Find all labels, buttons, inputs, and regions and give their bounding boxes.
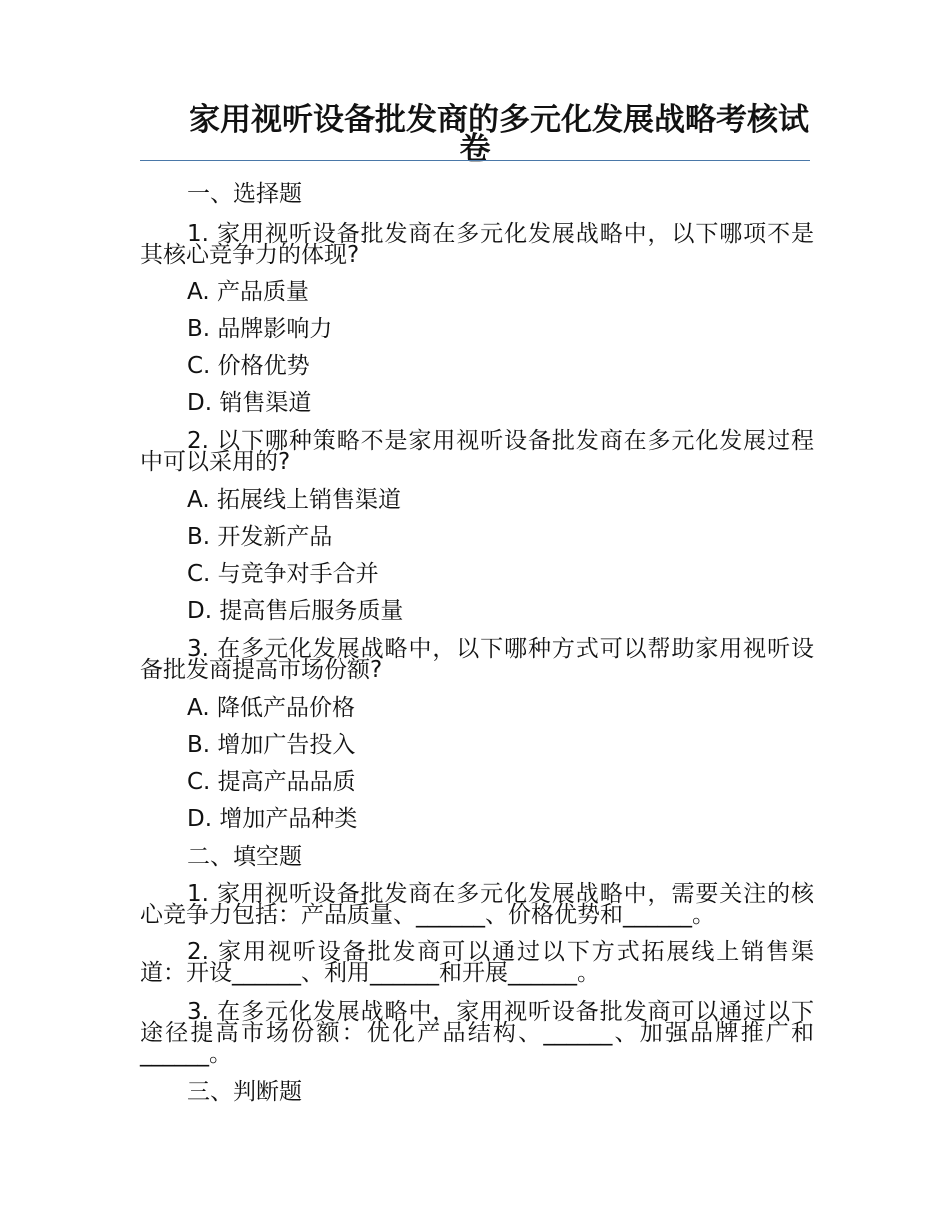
- fill-question-3: 3. 在多元化发展战略中，家用视听设备批发商可以通过以下途径提高市场份额：优化产品结构、______、加强品牌推广和______。: [140, 999, 814, 1067]
- question-2: 2. 以下哪种策略不是家用视听设备批发商在多元化发展过程中可以采用的?: [140, 428, 814, 475]
- q3-option-a: A. 降低产品价格: [187, 695, 355, 721]
- q1-option-a: A. 产品质量: [187, 279, 309, 305]
- title-divider: [140, 160, 810, 161]
- section-heading-choice: 一、选择题: [187, 181, 302, 207]
- question-1: 1. 家用视听设备批发商在多元化发展战略中，以下哪项不是其核心竞争力的体现?: [140, 221, 814, 268]
- section-heading-fill: 二、填空题: [187, 844, 302, 870]
- q3-option-d: D. 增加产品种类: [187, 806, 358, 832]
- document-title: 家用视听设备批发商的多元化发展战略考核试卷: [189, 102, 809, 167]
- q2-option-c: C. 与竞争对手合并: [187, 561, 379, 587]
- q3-option-b: B. 增加广告投入: [187, 732, 356, 758]
- section-heading-judge: 三、判断题: [187, 1079, 302, 1105]
- question-3: 3. 在多元化发展战略中，以下哪种方式可以帮助家用视听设备批发商提高市场份额?: [140, 636, 814, 683]
- q2-option-a: A. 拓展线上销售渠道: [187, 487, 401, 513]
- q1-option-d: D. 销售渠道: [187, 390, 312, 416]
- q2-option-b: B. 开发新产品: [187, 524, 333, 550]
- q1-option-c: C. 价格优势: [187, 353, 310, 379]
- fill-question-1: 1. 家用视听设备批发商在多元化发展战略中，需要关注的核心竞争力包括：产品质量、______、价格优势和______。: [140, 881, 814, 928]
- fill-question-2: 2. 家用视听设备批发商可以通过以下方式拓展线上销售渠道：开设______、利用______和开展______。: [140, 939, 814, 986]
- q2-option-d: D. 提高售后服务质量: [187, 598, 404, 624]
- q3-option-c: C. 提高产品品质: [187, 769, 356, 795]
- q1-option-b: B. 品牌影响力: [187, 316, 333, 342]
